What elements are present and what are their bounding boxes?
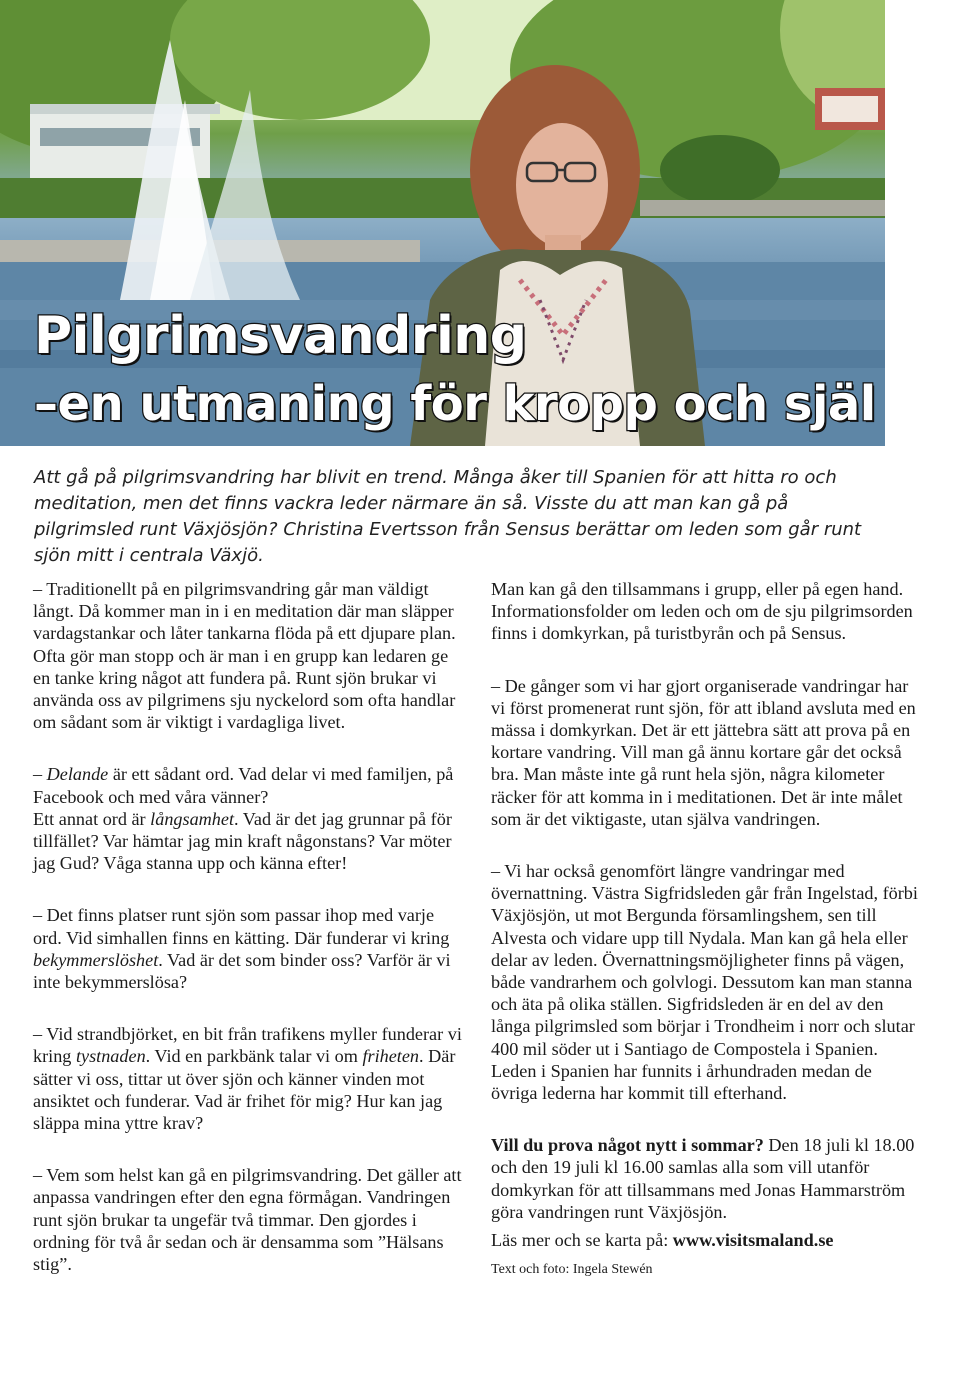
article-title-line-2: –en utmaning för kropp och själ [34,376,876,432]
left-paragraph-5: – Vid strandbjörket, en bit från trafikens myller funderar vi kring tystnaden. Vid en parkbänk talar vi om friheten. Där sätter vi oss, tittar ut över sjön och känner vinden mot ansiktet och funderar. Vad är frihet för mig? Hur kan jag släppa mina yttre krav? [33,1024,462,1134]
right-column [491,578,921,1279]
keyword-friheten: friheten [362,1046,420,1067]
right-paragraph-4: Vill du prova något nytt i sommar? Den 18 juli kl 18.00 och den 19 juli kl 16.00 samlas alla som vill utanför domkyrkan för att tillsammans med Jonas Hammarström göra vandringen runt Växjösjön. [491,1135,915,1222]
keyword-delande: Delande [46,764,109,785]
keyword-langsamhet: långsamhet [150,808,235,829]
left-paragraph-1: – Traditionellt på en pilgrimsvandring går man väldigt långt. Då kommer man in i en meditation där man släpper vardagstankar och låter tankarna flöda på ett djupare plan. Ofta gör man stopp och är man i en grupp kan ledaren ge en tanke kring något att fundera på. Runt sjön brukar vi använda oss av pilgrimens sju nyckelord som ofta handlar om sådant som är viktigt i vardagliga livet. [33,579,456,733]
hero-photo [0,0,885,446]
left-paragraph-2: – Delande är ett sådant ord. Vad delar vi med familjen, på Facebook och med våra vänner? [33,764,454,807]
photo-credit: Text och foto: Ingela Stewén [491,1262,653,1278]
call-to-action-heading: Vill du prova något nytt i sommar? [491,1135,764,1156]
website-link[interactable]: www.visitsmaland.se [672,1230,834,1251]
keyword-tystnaden: tystnaden [75,1046,146,1067]
left-paragraph-3: Ett annat ord är långsamhet. Vad är det jag grunnar på för tillfället? Var hämtar jag min kraft någonstans? Var möter jag Gud? Våga stanna upp och känna efter! [33,808,452,874]
right-paragraph-3: – Vi har också genomfört längre vandringar med övernattning. Västra Sigfridsleden går från Ingelstad, förbi Växjösjön, ut mot Bergunda församlingshem, sen till Alvesta och vidare upp till Nydala. Man kan gå hela eller delar av leden. Övernattningsmöjligheter finns på vägen, både vandrarhem och golvlogi. Dessutom kan man stanna och äta på olika ställen. Sigfridsleden är en del av den långa pilgrimsled som börjar i Trondheim i norr och slutar 400 mil söder ut i Santiago de Compostela i Spanien. Leden i Spanien har funnits i århundraden medan de övriga lederna har kommit till efterhand. [491,861,918,1104]
article-title-line-1: Pilgrimsvandring [34,306,527,366]
right-paragraph-1: Man kan gå den tillsammans i grupp, eller på egen hand. Informationsfolder om leden och om de sju pilgrimsorden finns i domkyrkan, på turistbyrån och på Sensus. [491,579,913,644]
left-column [33,578,463,1275]
left-paragraph-4: – Det finns platser runt sjön som passar ihop med varje ord. Vid simhallen finns en kätting. Där funderar vi kring bekymmerslöshet. Vad är det som binder oss? Varför är vi inte bekymmerslösa? [33,905,451,993]
left-paragraph-6: – Vem som helst kan gå en pilgrimsvandring. Det gäller att anpassa vandringen efter den egna förmågan. Vandringen runt sjön brukar ta ungefär två timmar. Den gjordes i ordning för två år sedan och är densamma som ”Hälsans stig”. [33,1165,462,1275]
article-intro: Att gå på pilgrimsvandring har blivit en trend. Många åker till Spanien för att hitta ro och meditation, men det finns vackra leder närmare än så. Visste du att man kan gå på pilgrimsled runt Växjösjön? Christina Evertsson från Sensus berättar om leden som går runt sjön mitt i centrala Växjö. [34,467,862,566]
keyword-bekymmersloshet: bekymmerslöshet [33,949,159,970]
right-paragraph-5: Läs mer och se karta på: www.visitsmaland.se [491,1230,834,1251]
right-paragraph-2: – De gånger som vi har gjort organiserade vandringar har vi först promenerat runt sjön, för att ibland avsluta med en mässa i domkyrkan. Det är ett jättebra sätt att prova på en kortare vandring. Vill man gå ännu kortare går det också bra. Man måste inte gå runt hela sjön, några kilometer räcker för att komma in i meditationen. Det är inte målet som är det viktigaste, utan själva vandringen. [491,675,916,829]
